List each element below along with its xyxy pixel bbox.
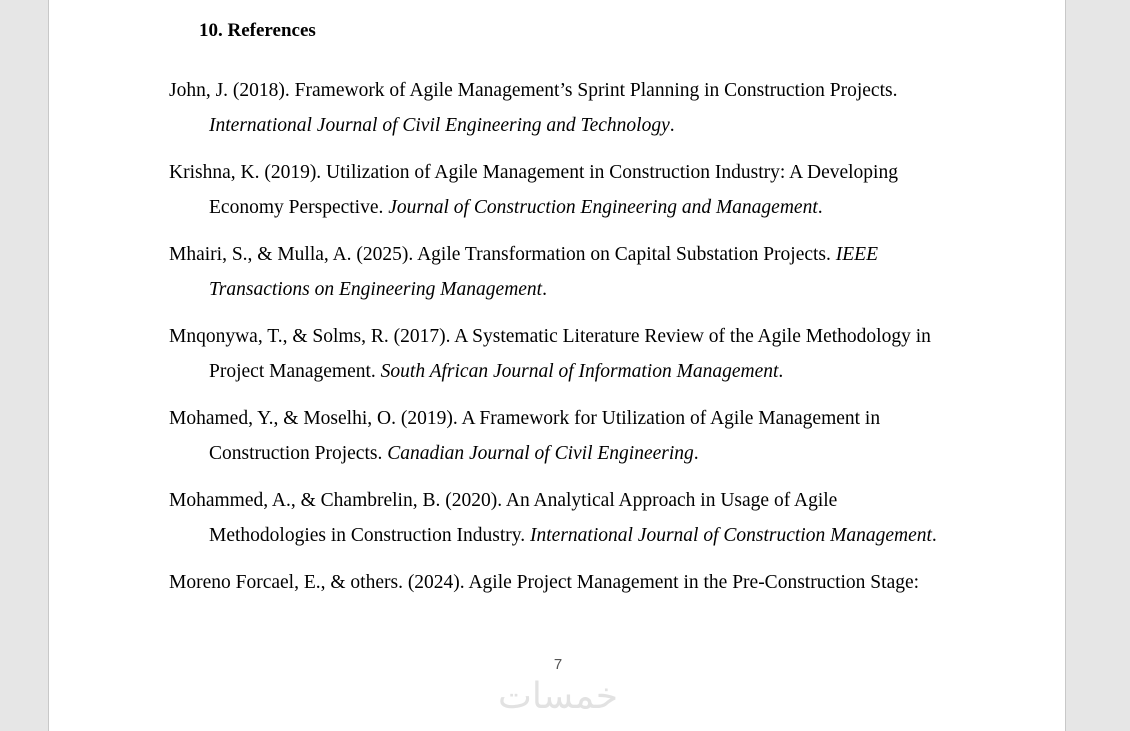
reference-end: . (817, 196, 823, 218)
reference-journal: International Journal of Construction Management (530, 524, 932, 546)
reference-entry (169, 320, 959, 389)
reference-text: Krishna, K. (2019). Utilization of Agile Management in Construction Industry: A Developing Economy Perspective. (169, 162, 898, 218)
reference-text: Mohammed, A., & Chambrelin, B. (2020). An Analytical Approach in Usage of Agile Methodologies in Construction Industry. (169, 490, 838, 546)
watermark-logo: خمسات (497, 676, 619, 717)
reference-text: Mhairi, S., & Mulla, A. (2025). Agile Transformation on Capital Substation Projects. (169, 244, 836, 265)
reference-entry (169, 402, 959, 471)
reference-entry (169, 156, 959, 225)
reference-end: . (669, 114, 675, 136)
document-page (48, 0, 1066, 731)
reference-list (169, 74, 959, 614)
reference-end: . (778, 360, 784, 382)
reference-end: . (693, 442, 699, 464)
reference-text: Mnqonywa, T., & Solms, R. (2017). A Systematic Literature Review of the Agile Methodology in Project Management. (169, 326, 931, 382)
section-heading: 10. References (199, 20, 316, 41)
reference-journal: Journal of Construction Engineering and Management (388, 196, 818, 218)
reference-entry (169, 238, 959, 307)
page-number: 7 (553, 656, 563, 673)
reference-journal: IEEE Transactions on Engineering Management (209, 244, 879, 300)
reference-entry (169, 484, 959, 553)
reference-entry (169, 74, 959, 143)
reference-end: . (542, 278, 547, 300)
reference-journal: Canadian Journal of Civil Engineering (387, 442, 694, 464)
reference-text: Mohamed, Y., & Moselhi, O. (2019). A Framework for Utilization of Agile Management in Construction Projects. (169, 408, 881, 464)
reference-end: . (931, 524, 937, 546)
reference-journal: International Journal of Civil Engineering and Technology (209, 114, 670, 136)
reference-text: Moreno Forcael, E., & others. (2024). Agile Project Management in the Pre-Construction Stage: (169, 572, 920, 593)
reference-entry (169, 566, 1009, 601)
reference-text: John, J. (2018). Framework of Agile Management’s Sprint Planning in Construction Projects. (169, 80, 898, 101)
reference-journal: South African Journal of Information Management (380, 360, 779, 382)
